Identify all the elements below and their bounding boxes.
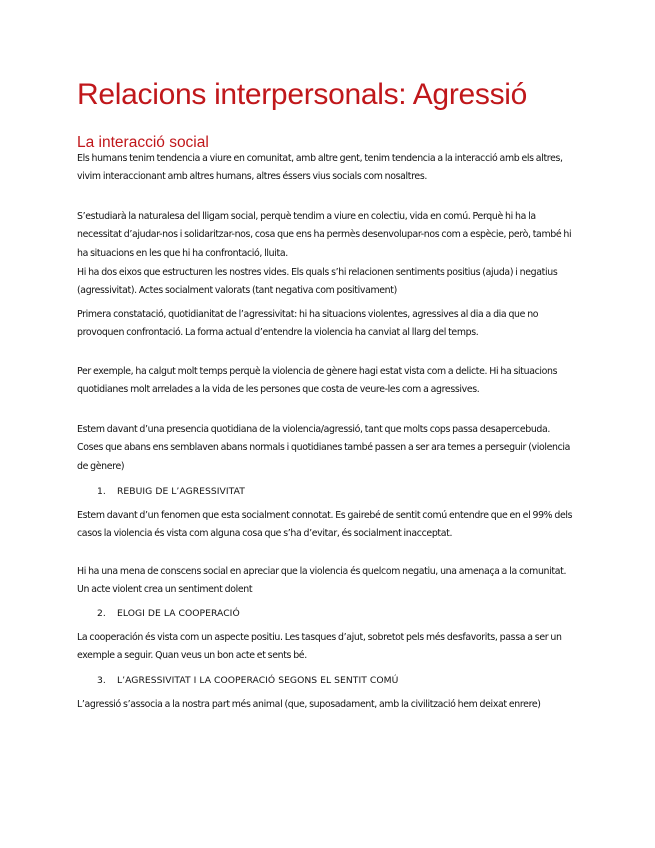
numbered-heading xyxy=(97,608,240,620)
paragraph: Primera constatació, quotidianitat de l’agressivitat: hi ha situacions violentes, agressives al dia a dia que no provoquen confrontació. La forma actual d’entendre la violencia ha canviat al llarg del temps. xyxy=(77,309,539,339)
numbered-heading xyxy=(97,486,245,498)
heading-text: REBUIG DE L’AGRESSIVITAT xyxy=(117,486,245,497)
paragraph: Estem davant d’una presencia quotidiana de la violencia/agressió, tant que molts cops passa desapercebuda. Coses que abans ens semblaven abans normals i quotidianes també passen a ser ara temes a perseguir (violencia de gènere) xyxy=(77,424,571,472)
paragraph: La cooperación és vista com un aspecte positiu. Les tasques d’ajut, sobretot pels més desfavorits, passa a ser un exemple a seguir. Quan veus un bon acte et sents bé. xyxy=(77,632,562,662)
heading-number: 1. xyxy=(97,486,106,497)
paragraph: Hi ha una mena de conscens social en apreciar que la violencia és quelcom negatiu, una amenaça a la comunitat. Un acte violent crea un sentiment dolent xyxy=(77,566,567,596)
paragraph: Hi ha dos eixos que estructuren les nostres vides. Els quals s’hi relacionen sentiments positius (ajuda) i negatius (agressivitat). Actes socialment valorats (tant negativa com positivament) xyxy=(77,267,558,297)
paragraph: Els humans tenim tendencia a viure en comunitat, amb altre gent, tenim tendencia a la interacció amb els altres, vivim interaccionant amb altres humans, altres éssers vius socials com nosaltres. xyxy=(77,153,563,183)
heading-number: 3. xyxy=(97,675,106,686)
heading-text: L’AGRESSIVITAT I LA COOPERACIÓ SEGONS EL SENTIT COMÚ xyxy=(117,675,399,686)
document-title: Relacions interpersonals: Agressió xyxy=(77,78,528,111)
paragraph: L’agressió s’associa a la nostra part més animal (que, suposadament, amb la civilització hem deixat enrere) xyxy=(77,699,541,710)
paragraph: Per exemple, ha calgut molt temps perquè la violencia de gènere hagi estat vista com a delicte. Hi ha situacions quotidianes molt arrelades a la vida de les persones que costa de veure-les com a agressives. xyxy=(77,366,558,396)
numbered-heading xyxy=(97,675,398,687)
paragraph: S’estudiarà la naturalesa del lligam social, perquè tendim a viure en colectiu, vida en comú. Perquè hi ha la necessitat d’ajudar-nos i solidaritzar-nos, cosa que ens ha permès desenvolupar-nos com a espècie, però, també hi ha situacions en les que hi ha confrontació, lluita. xyxy=(77,211,572,259)
section-heading: La interacció social xyxy=(77,134,209,151)
paragraph: Estem davant d’un fenomen que esta socialment connotat. Es gairebé de sentit comú entendre que en el 99% dels casos la violencia és vista com alguna cosa que s’ha d’evitar, és socialment inacceptat. xyxy=(77,510,573,540)
heading-text: ELOGI DE LA COOPERACIÓ xyxy=(117,608,240,619)
heading-number: 2. xyxy=(97,608,106,619)
